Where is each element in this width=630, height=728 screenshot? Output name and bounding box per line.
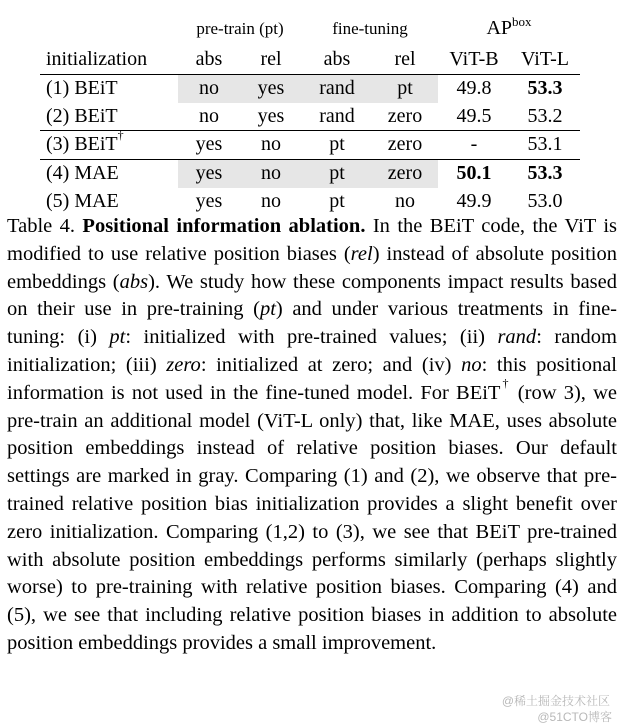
cell-ft-rel: pt xyxy=(372,75,438,103)
cell-vitl: 53.0 xyxy=(527,189,563,212)
cell-pt-abs: yes xyxy=(195,189,223,212)
watermark-juejin: @稀土掘金技术社区 xyxy=(501,694,610,708)
caption-label: Table 4. xyxy=(7,215,76,237)
cell-ft-rel: no xyxy=(395,189,415,212)
cell-pt-abs: yes xyxy=(178,160,240,188)
row-init: (1) BEiT xyxy=(40,75,178,103)
caption-text: : this positional information is not used in the fine-tuned model. For BEiT xyxy=(7,353,617,404)
cell-pt-rel: yes xyxy=(257,104,285,127)
caption-italic: pt xyxy=(109,326,126,349)
group-header-pretrain: pre-train (pt) xyxy=(196,19,284,38)
caption-text: ). We study how these components impact results based on their use in pre-training ( xyxy=(7,270,617,321)
watermark-51cto: @51CTO博客 xyxy=(537,710,612,724)
caption-text: ) instead of absolute position embeddings ( xyxy=(7,242,617,293)
table-caption xyxy=(7,213,617,658)
cell-ft-abs: pt xyxy=(302,131,372,160)
cell-ft-rel: zero xyxy=(372,131,438,160)
caption-text: ) and under various treatments in fine-tuning: (i) xyxy=(7,298,617,349)
cell-ft-abs: rand xyxy=(302,75,372,103)
cell-pt-abs: yes xyxy=(178,131,240,160)
cell-ft-abs: pt xyxy=(302,160,372,188)
col-header-vitb: ViT-B xyxy=(449,48,499,70)
col-header-ft-rel: rel xyxy=(394,48,416,70)
caption-italic: zero xyxy=(166,353,201,376)
blank-cell xyxy=(40,14,178,44)
cell-pt-rel: no xyxy=(240,160,302,188)
table-row xyxy=(40,75,580,103)
ap-superscript: box xyxy=(512,14,532,29)
caption-italic: abs xyxy=(119,270,149,293)
group-header-row xyxy=(40,14,580,44)
cell-vitl: 53.3 xyxy=(510,160,580,188)
group-header-ap xyxy=(438,14,580,44)
cell-vitb: 50.1 xyxy=(438,160,510,188)
cell-vitl: 53.2 xyxy=(527,104,563,127)
cell-pt-abs: no xyxy=(178,75,240,103)
col-header-pt-abs: abs xyxy=(195,48,223,70)
row-init: (2) BEiT xyxy=(46,104,118,127)
cell-vitb: 49.8 xyxy=(438,75,510,103)
positional-ablation-table xyxy=(40,14,580,216)
caption-italic: rand xyxy=(497,326,537,349)
cell-vitb: - xyxy=(438,131,510,160)
table-row xyxy=(40,160,580,188)
table-row xyxy=(40,131,580,160)
row-init: (5) MAE xyxy=(46,189,119,212)
cell-pt-rel: no xyxy=(261,189,281,212)
cell-ft-rel: zero xyxy=(387,104,423,127)
row-init: (4) MAE xyxy=(40,160,178,188)
table-row xyxy=(40,103,580,131)
column-header-row xyxy=(40,44,580,75)
cell-vitl: 53.1 xyxy=(510,131,580,160)
results-table-container xyxy=(40,14,580,216)
col-header-pt-rel: rel xyxy=(260,48,282,70)
cell-vitb: 49.5 xyxy=(456,104,492,127)
cell-pt-rel: no xyxy=(240,131,302,160)
cell-ft-rel: zero xyxy=(372,160,438,188)
caption-text: (row 3), we pre-train an additional model (ViT-L only) that, like MAE, uses absolute position embeddings instead of relative position biases. Our default settings are marked in gray. Comparing (1) and (2), we observe that pre-trained relative position bias initialization provides a slight benefit over zero initialization. Comparing (1,2) to (3), we see that BEiT pre-trained with absolute position embeddings performs similarly (perhaps slightly worse) to pre-training with relative position biases. Comparing (4) and (5), we see that including relative position biases in addition to absolute position embeddings provides a small improvement. xyxy=(7,381,618,654)
cell-vitb: 49.9 xyxy=(456,189,492,212)
caption-text: : random initialization; (iii) xyxy=(7,326,617,376)
cell-ft-abs: rand xyxy=(319,104,355,127)
caption-text: : initialized with pre-trained values; (ii) xyxy=(125,326,498,349)
group-header-finetune: fine-tuning xyxy=(332,19,408,38)
cell-vitl: 53.3 xyxy=(510,75,580,103)
col-header-initialization: initialization xyxy=(46,48,148,70)
row-init: (3) BEiT† xyxy=(40,131,178,160)
cell-ft-abs: pt xyxy=(329,189,345,212)
col-header-vitl: ViT-L xyxy=(520,48,570,70)
table-row xyxy=(40,188,580,216)
cell-pt-abs: no xyxy=(199,104,219,127)
caption-text: In the BEiT code, the ViT is modified to use relative position biases ( xyxy=(7,215,618,265)
dagger-mark: † xyxy=(500,375,511,390)
caption-italic: pt xyxy=(259,298,276,321)
caption-italic: rel xyxy=(350,242,373,265)
dagger-mark: † xyxy=(117,127,124,142)
caption-italic: no xyxy=(461,353,482,376)
caption-title: Positional information ablation. xyxy=(82,215,366,237)
caption-text: : initialized at zero; and (iv) xyxy=(200,353,462,376)
ap-label: AP xyxy=(486,17,513,39)
cell-pt-rel: yes xyxy=(240,75,302,103)
col-header-ft-abs: abs xyxy=(323,48,351,70)
